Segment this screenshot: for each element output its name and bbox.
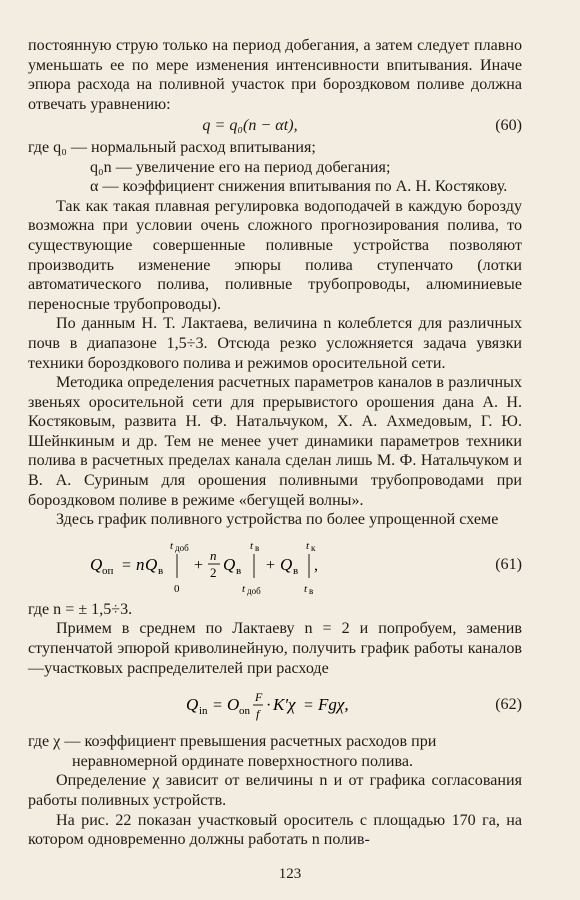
eq61-plus-1: + <box>194 556 204 574</box>
definition-chi: где χ — коэффициент превышения расчетных расходов при неравномерной ординате поверхностного полива. <box>28 733 437 770</box>
eq61-lim-dob-sub: доб <box>175 542 189 553</box>
eq62-k: K′χ <box>273 695 296 715</box>
eq61-lim-b: t <box>250 539 254 552</box>
eq62-equals-2: = <box>304 697 314 715</box>
eq61-qb-sub: в <box>158 564 164 577</box>
paragraph-6: Примем в среднем по Лактаеву n = 2 и попробуем, заменив ступенчатой эпюрой криволинейную, получить график работы каналов—участковых распределителей при расходе <box>28 620 522 677</box>
eq62-frac-den: f <box>256 707 260 722</box>
eq61-n: n <box>136 554 145 574</box>
definition-q0n: q₀n — увеличение его на период добегания; <box>90 158 391 176</box>
paragraph-2: Так как такая плавная регулировка водоподачей в каждую борозду возможна при условии очень сложного прогнозирования полива, то существующие совершенные поливные устройства позволяют производить изменение эпюры полива ступенчато (лотки автоматического полива, поливные трубопроводы, алюминиевые переносные трубопроводы). <box>28 197 522 313</box>
equation-60-formula: q = q₀(n − αt), <box>202 117 298 135</box>
paragraph-4: Методика определения расчетных параметров каналов в различных звеньях оросительной сети для прерывистого орошения дана А. Н. Костяковым, развита Н. Ф. Натальчуком, Х. А. Ахмедовым, Г. Ю. Шейнкиным и др. Тем не менее учет динамики параметров техники полива в расчетных пределах канала сделан лишь М. Ф. Натальчуком и В. А. Суриным для орошения поливными трубопроводами при бороздковом поливе в режиме «бегущей волны». <box>28 374 522 509</box>
equation-61-number: (61) <box>495 556 522 574</box>
eq61-plus-2: + <box>266 556 276 574</box>
eq61-lhs: Q <box>90 554 103 574</box>
page-number: 123 <box>278 866 302 882</box>
eq61-lim-b-lower-sub: в <box>309 585 314 596</box>
eq62-lhs-sub: in <box>199 705 208 718</box>
eq61-lim-dob: t <box>170 539 174 552</box>
equation-62-formula <box>28 686 408 724</box>
paragraph-1: постоянную струю только на период добегания, а затем следует плавно уменьшать ее по мере изменения интенсивности впитывания. Иначе эпюра расхода на поливной участок при бороздковом поливе должна отвечать уравнению: <box>28 37 522 113</box>
page-text <box>28 36 522 850</box>
equation-60-number: (60) <box>495 117 522 135</box>
eq62-rhs: Fgχ, <box>318 695 349 715</box>
eq61-zero: 0 <box>174 582 180 595</box>
equation-60 <box>28 116 522 136</box>
eq62-o: O <box>227 695 240 715</box>
equation-62 <box>28 686 522 724</box>
paragraph-8: На рис. 22 показан участковый ороситель с площадью 170 га, на котором одновременно должны работать n полив- <box>28 811 522 849</box>
eq61-lim-k: t <box>306 539 310 552</box>
equation-62-number: (62) <box>495 696 522 714</box>
eq61-frac-den: 2 <box>210 564 217 580</box>
eq62-equals: = <box>213 697 223 715</box>
definition-n-range: где n = ± 1,5÷3. <box>28 600 133 618</box>
eq62-lhs: Q <box>186 695 199 715</box>
eq61-lim-dob-lower: t <box>242 582 246 595</box>
eq61-lhs-sub: оп <box>102 564 114 577</box>
eq61-qb-3: Q <box>280 554 293 574</box>
definition-alpha: α — коэффициент снижения впитывания по А. Н. Костякову. <box>90 178 508 196</box>
eq61-lim-k-sub: к <box>311 542 316 553</box>
equation-61 <box>28 532 522 598</box>
eq61-lim-dob-lower-sub: доб <box>247 585 261 596</box>
paragraph-5: Здесь график поливного устройства по более упрощенной схеме <box>56 511 499 529</box>
eq62-dot: · <box>266 697 272 715</box>
eq61-lim-b-sub: в <box>255 542 260 553</box>
eq61-frac-num: n <box>210 547 217 563</box>
eq61-qb-2-sub: в <box>236 564 242 577</box>
eq61-qb-2: Q <box>223 554 236 574</box>
eq62-frac-num: F <box>255 690 263 705</box>
paragraph-3: По данным Н. Т. Лактаева, величина n колеблется для различных почв в диапазоне 1,5÷3. Отсюда резко усложняется задача увязки техники бороздкового полива и режимов оросительной сети. <box>28 315 522 372</box>
eq62-o-sub: on <box>239 705 250 718</box>
eq61-lim-b-lower: t <box>304 582 308 595</box>
eq61-comma: , <box>314 556 318 574</box>
eq61-qb-3-sub: в <box>293 564 299 577</box>
eq61-qb: Q <box>145 554 158 574</box>
paragraph-7: Определение χ зависит от величины n и от графика согласования работы поливных устройств. <box>28 772 522 809</box>
definition-q0: где q₀ — нормальный расход впитывания; <box>28 138 316 156</box>
equation-61-formula <box>28 532 408 598</box>
eq61-equals: = <box>122 556 132 574</box>
